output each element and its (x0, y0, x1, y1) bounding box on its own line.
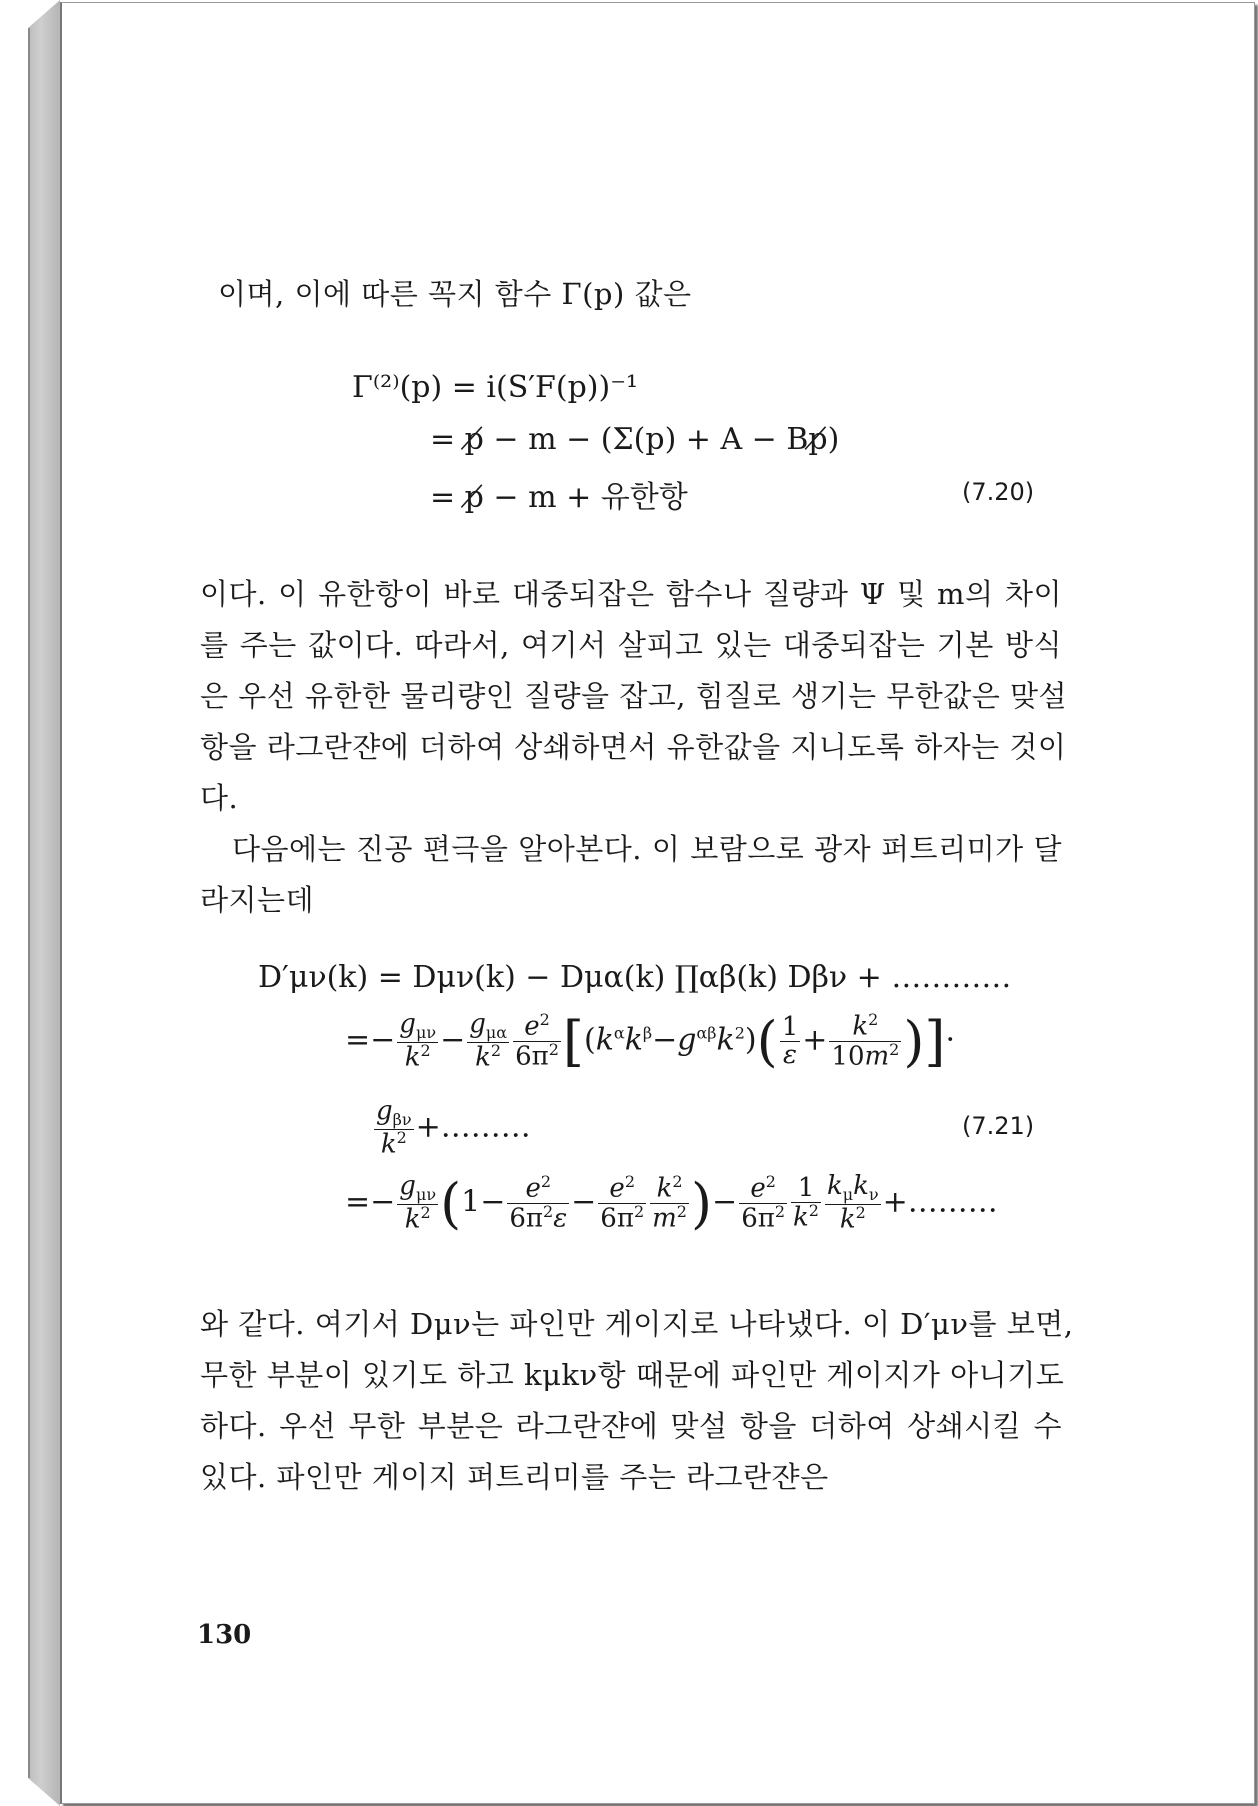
eq-7-20-line-1: Γ⁽²⁾(p) = i(S′F(p))⁻¹ (352, 370, 639, 405)
paragraph-3-line-2: 무한 부분이 있기도 하고 kμkν항 때문에 파인만 게이지가 아니기도 (200, 1358, 1065, 1392)
paragraph-3-line-3: 하다. 우선 무한 부분은 라그란쟌에 맞설 항을 더하여 상쇄시킬 수 (200, 1409, 1062, 1443)
paragraph-3-line-4: 있다. 파인만 게이지 퍼트리미를 주는 라그란쟌은 (200, 1460, 829, 1494)
spine-edge (28, 28, 30, 1778)
page-number: 130 (197, 1620, 252, 1650)
eq-7-21-line-1: D′μν(k) = Dμν(k) − Dμα(k) ∏αβ(k) Dβν + ………… (258, 960, 1012, 995)
eq-7-21-line-4: =− $\frac{g_{\mu\nu}}{k^2}$ (1− $\frac{e^2}{6\pi^2\varepsilon}$ − $\frac{e^2}{6\pi^2}$ $\frac{k^2}{m^2}$ )− $\frac{e^2}{6\pi^2}$ $\frac{1}{k^2}$ $\frac{k_\mu k_\nu}{k^2}$ +……… (345, 1171, 998, 1235)
paragraph-3-line-1: 와 같다. 여기서 Dμν는 파인만 게이지로 나타냈다. 이 D′μν를 보면, (200, 1307, 1074, 1341)
paragraph-2-line-2: 라지는데 (200, 883, 315, 917)
paragraph-1-line-4: 항을 라그란쟌에 더하여 상쇄하면서 유한값을 지니도록 하자는 것이 (200, 730, 1067, 764)
paragraph-2-line-1: 다음에는 진공 편극을 알아본다. 이 보람으로 광자 퍼트리미가 달 (232, 832, 1062, 866)
eq-7-21-line-3: $\frac{g_{\beta\nu}}{k^2}$ +……… (376, 1096, 531, 1160)
eq-7-20-line-3: = p̸ − m + 유한항 (430, 480, 688, 515)
paragraph-1-line-5: 다. (200, 781, 239, 815)
eq-7-21-number: (7.21) (962, 1112, 1035, 1140)
eq-7-20-number: (7.20) (962, 478, 1035, 506)
paragraph-1-line-2: 를 주는 값이다. 따라서, 여기서 살피고 있는 대중되잡는 기본 방식 (200, 628, 1062, 662)
paragraph-1-line-1: 이다. 이 유한항이 바로 대중되잡은 함수나 질량과 Ψ 및 m의 차이 (200, 577, 1062, 611)
paragraph-1-line-3: 은 우선 유한한 물리량인 질량을 잡고, 힘질로 생기는 무한값은 맞설 (200, 679, 1068, 713)
eq-7-21-line-2: =− $\frac{g_{\mu\nu}}{k^2}$ − $\frac{g_{\mu\alpha}}{k^2}$ $\frac{e^2}{6\pi^2}$ [$(k^\alpha k^\beta-g^{\alpha\beta}k^2)$( $\frac{1}{\varepsilon}$ + $\frac{k^2}{10m^2}$ )]· (345, 1009, 956, 1073)
eq-7-20-line-2: = p̸ − m − (Σ(p) + A − Bp̸) (430, 422, 840, 457)
book-spine (28, 0, 60, 1806)
intro-line: 이며, 이에 따른 꼭지 함수 Γ(p) 값은 (218, 277, 692, 311)
